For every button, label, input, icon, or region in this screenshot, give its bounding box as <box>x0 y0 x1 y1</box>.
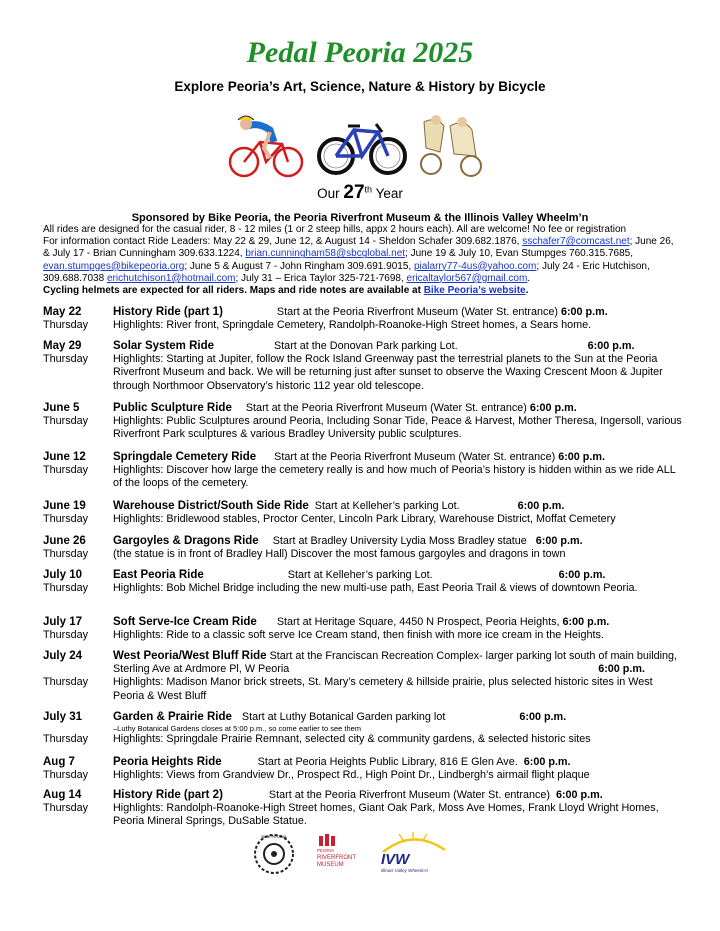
ride-entry <box>43 789 683 829</box>
website-link[interactable]: Bike Peoria’s website <box>423 285 526 297</box>
ride-entry <box>43 569 683 595</box>
ride-day: Thursday <box>43 733 89 746</box>
ride-header <box>113 306 683 319</box>
bicycle-illustrations <box>226 108 496 180</box>
ride-header <box>113 756 683 769</box>
sponsor-line: Sponsored by Bike Peoria, the Peoria Riverfront Museum & the Illinois Valley Wheelm’n <box>131 212 589 224</box>
ride-name: Springdale Cemetery Ride <box>113 451 257 463</box>
intro-text: All rides are designed for the casual rider, 8 - 12 miles (1 or 2 steep hills, appx 2 hours each). All are welcome! No fee or registration <box>43 224 627 235</box>
ride-header <box>113 500 683 513</box>
ride-name: Garden & Prairie Ride <box>113 711 232 723</box>
anniversary-line <box>0 182 720 204</box>
ride-time: 6:00 p.m. <box>529 402 577 414</box>
ride-date: July 24 <box>43 650 82 662</box>
ride-name: Public Sculpture Ride <box>113 402 232 414</box>
ride-day: Thursday <box>43 415 89 428</box>
ride-highlights: Highlights: Public Sculptures around Peoria, Including Sonar Tide, Peace & Harvest, Mother Theresa, Ingersoll, various Riverfront Park sculptures & various Bradley University public sculptures. <box>113 415 682 441</box>
ride-highlights: Highlights: Randolph-Roanoke-High Street homes, Giant Oak Park, Moss Ave Homes, Frank Lloyd Wright Homes, Peoria Mineral Springs, DuSable Statue. <box>113 802 659 828</box>
sponsor-logos <box>253 832 458 876</box>
ride-highlights: Highlights: Bob Michel Bridge including the new multi-use path, East Peoria Trail & views of downtown Peoria. <box>113 582 638 595</box>
intro-text: ; July 31 – Erica Taylor 325-721-7698, <box>235 272 407 284</box>
museum-text-top: PEORIA <box>317 848 335 853</box>
ivw-mark: IVW <box>381 851 410 868</box>
ride-start: Start at the Peoria Riverfront Museum (Water St. entrance) <box>274 451 556 463</box>
ride-name: History Ride (part 1) <box>113 306 223 318</box>
racing-cyclist-icon <box>230 116 302 176</box>
ride-start: Start at Luthy Botanical Garden parking lot <box>241 711 446 723</box>
ride-header <box>113 340 683 353</box>
year-word: Year <box>372 186 403 201</box>
ride-highlights: Highlights: Ride to a classic soft serve Ice Cream stand, then finish with more ice cream in the Heights. <box>113 629 604 642</box>
intro-text: For information contact Ride Leaders: May 22 & 29, June 12, & August 14 - Sheldon Schafer 309.682.1876, <box>43 236 523 248</box>
intro-text: ; June 5 & August 7 - John Ringham 309.691.9015, <box>184 260 414 272</box>
ride-day: Thursday <box>43 464 89 477</box>
ride-date: May 29 <box>43 340 82 352</box>
ride-date: Aug 7 <box>43 756 75 768</box>
ride-day: Thursday <box>43 769 89 782</box>
helmet-note: Cycling helmets are expected for all riders. Maps and ride notes are available at <box>43 285 424 297</box>
email-link[interactable]: brian.cunningham58@sbcglobal.net <box>245 248 406 260</box>
ride-entry <box>43 711 683 746</box>
ride-name: Solar System Ride <box>113 340 214 352</box>
ride-start: Start at Kelleher’s parking Lot. <box>287 569 433 581</box>
ride-time: 6:00 p.m. <box>558 451 605 463</box>
ride-date: June 5 <box>43 402 80 414</box>
email-link[interactable]: erichutchison1@hotmail.com <box>106 272 236 284</box>
ride-header <box>113 451 683 464</box>
email-link[interactable]: sschafer7@comcast.net <box>522 236 630 248</box>
ride-start: Start at the Peoria Riverfront Museum (Water St. entrance) <box>245 402 527 414</box>
intro-text: . <box>527 272 531 284</box>
ride-time: 6:00 p.m. <box>560 306 608 318</box>
year-prefix: Our <box>317 186 344 201</box>
ivw-logo <box>381 832 445 873</box>
ride-time: 6:00 p.m. <box>558 569 606 581</box>
ride-start: Start at the Peoria Riverfront Museum (Water St. entrance) <box>276 306 558 318</box>
intro-text: ; June 26, & July 17 - Brian Cunningham 309.633.1224, <box>43 236 674 260</box>
vintage-riders-icon <box>421 115 481 176</box>
ride-start: Start at the Peoria Riverfront Museum (Water St. entrance) <box>268 789 550 801</box>
museum-text-bot: MUSEUM <box>317 862 344 868</box>
ride-name: History Ride (part 2) <box>113 789 223 801</box>
intro-text: ; June 19 & July 10, Evan Stumpges 760.315.7685, <box>405 248 633 260</box>
ride-entry <box>43 306 683 332</box>
ride-date: June 19 <box>43 500 86 512</box>
ride-day: Thursday <box>43 353 89 366</box>
museum-text-mid: RIVERFRONT <box>317 855 356 861</box>
ride-header <box>113 402 683 415</box>
ride-entry <box>43 616 683 642</box>
email-link[interactable]: evan.stumpges@bikepeoria.org <box>43 260 185 272</box>
ivw-text: Illinois Valley Wheelm'n <box>381 868 428 873</box>
email-link[interactable]: pialarry77-4us@yahoo.com <box>413 260 537 272</box>
ride-date: July 10 <box>43 569 82 581</box>
ride-date: July 31 <box>43 711 82 723</box>
ride-highlights: (the statue is in front of Bradley Hall) Discover the most famous gargoyles and dragons in town <box>113 548 566 561</box>
ride-date: May 22 <box>43 306 82 318</box>
intro-text: ; July 24 - Eric Hutchison, 309.688.7038 <box>43 260 650 284</box>
helmet-note-end: . <box>525 285 529 297</box>
ride-header <box>113 789 683 802</box>
ride-start: Start at Kelleher’s parking Lot. <box>314 500 460 512</box>
ride-start: Start at the Franciscan Recreation Complex- larger parking lot south of main building, Sterling Ave at Ardmore Pl, W Peoria <box>113 650 678 676</box>
ride-highlights: Highlights: Springdale Prairie Remnant, selected city & community gardens, & selected historic sites <box>113 733 591 746</box>
ride-entry <box>43 535 683 561</box>
ride-date: June 12 <box>43 451 86 463</box>
ride-entry <box>43 756 683 782</box>
ride-entry <box>43 402 683 442</box>
year-number: 27 <box>343 182 365 203</box>
ride-date: Aug 14 <box>43 789 82 801</box>
ride-name: East Peoria Ride <box>113 569 204 581</box>
ride-highlights: Highlights: Discover how large the cemetery really is and how much of Peoria’s history is hidden within as we ride ALL of the loops of the cemetery. <box>113 464 676 490</box>
ride-name: Warehouse District/South Side Ride <box>113 500 309 512</box>
ride-header <box>113 616 683 629</box>
ride-entry <box>43 650 683 703</box>
ride-start: Start at Peoria Heights Public Library, 816 E Glen Ave. <box>257 756 518 768</box>
email-link[interactable]: ericaltaylor567@gmail.com <box>406 272 528 284</box>
ride-entry <box>43 451 683 491</box>
ride-time: 6:00 p.m. <box>562 616 610 628</box>
ride-start: Start at Heritage Square, 4450 N Prospect, Peoria Heights, <box>276 616 560 628</box>
ride-header <box>113 535 683 548</box>
page-title: Pedal Peoria 2025 <box>246 36 474 69</box>
ride-highlights: Highlights: Views from Grandview Dr., Prospect Rd., High Point Dr., Lindbergh’s airmail flight plaque <box>113 769 590 782</box>
ride-entry <box>43 340 683 393</box>
page-subtitle: Explore Peoria’s Art, Science, Nature & History by Bicycle <box>174 79 546 94</box>
spacer <box>43 724 113 733</box>
ride-start: Start at the Donovan Park parking Lot. <box>273 340 458 352</box>
ride-header <box>113 650 683 676</box>
ride-note: –Luthy Botanical Gardens closes at 5:00 p.m., so come earlier to see them <box>113 724 362 734</box>
ride-highlights: Highlights: Madison Manor brick streets, St. Mary’s cemetery & hillside prairie, plus selected historic sites in West Peoria & West Bluff <box>113 676 653 702</box>
ride-name: Gargoyles & Dragons Ride <box>113 535 259 547</box>
ride-day: Thursday <box>43 582 89 595</box>
bike-peoria-text: BIKE PEORIA <box>261 834 287 839</box>
ride-day: Thursday <box>43 629 89 642</box>
ride-header <box>113 711 683 724</box>
mountain-bike-icon <box>319 124 405 173</box>
ride-time: 6:00 p.m. <box>535 535 583 547</box>
ride-time: 6:00 p.m. <box>523 756 571 768</box>
ride-day: Thursday <box>43 319 89 332</box>
ride-time: 6:00 p.m. <box>587 340 635 352</box>
ride-highlights: Highlights: Bridlewood stables, Proctor Center, Lincoln Park Library, Warehouse District, Moffat Cemetery <box>113 513 616 526</box>
ride-day: Thursday <box>43 513 89 526</box>
riverfront-museum-logo <box>317 834 356 868</box>
ride-start: Start at Bradley University Lydia Moss Bradley statue <box>272 535 527 547</box>
ride-time: 6:00 p.m. <box>517 500 565 512</box>
ride-entry <box>43 500 683 526</box>
bike-peoria-logo <box>255 834 293 873</box>
ride-day: Thursday <box>43 802 89 815</box>
ride-highlights: Highlights: River front, Springdale Cemetery, Randolph-Roanoke-High Street homes, a Sears home. <box>113 319 592 332</box>
ride-header <box>113 569 683 582</box>
ride-date: July 17 <box>43 616 82 628</box>
year-suffix: th <box>364 184 373 195</box>
ride-name: West Peoria/West Bluff Ride <box>113 650 267 662</box>
ride-day: Thursday <box>43 548 89 561</box>
ride-date: June 26 <box>43 535 86 547</box>
ride-highlights: Highlights: Starting at Jupiter, follow the Rock Island Greenway past the terrestrial planets to the Sun at the Peoria Riverfront Museum and back. We will be returning just after sunset to observe the Waxing Crescent Moon & Jupiter through Northmoor Observatory’s historic 112 year old telescope. <box>113 353 663 392</box>
ride-name: Soft Serve-Ice Cream Ride <box>113 616 257 628</box>
ride-time: 6:00 p.m. <box>598 663 645 676</box>
ride-time: 6:00 p.m. <box>519 711 567 723</box>
ride-time: 6:00 p.m. <box>555 789 603 801</box>
ride-name: Peoria Heights Ride <box>113 756 222 768</box>
intro-paragraph <box>43 224 677 297</box>
ride-day: Thursday <box>43 676 89 689</box>
